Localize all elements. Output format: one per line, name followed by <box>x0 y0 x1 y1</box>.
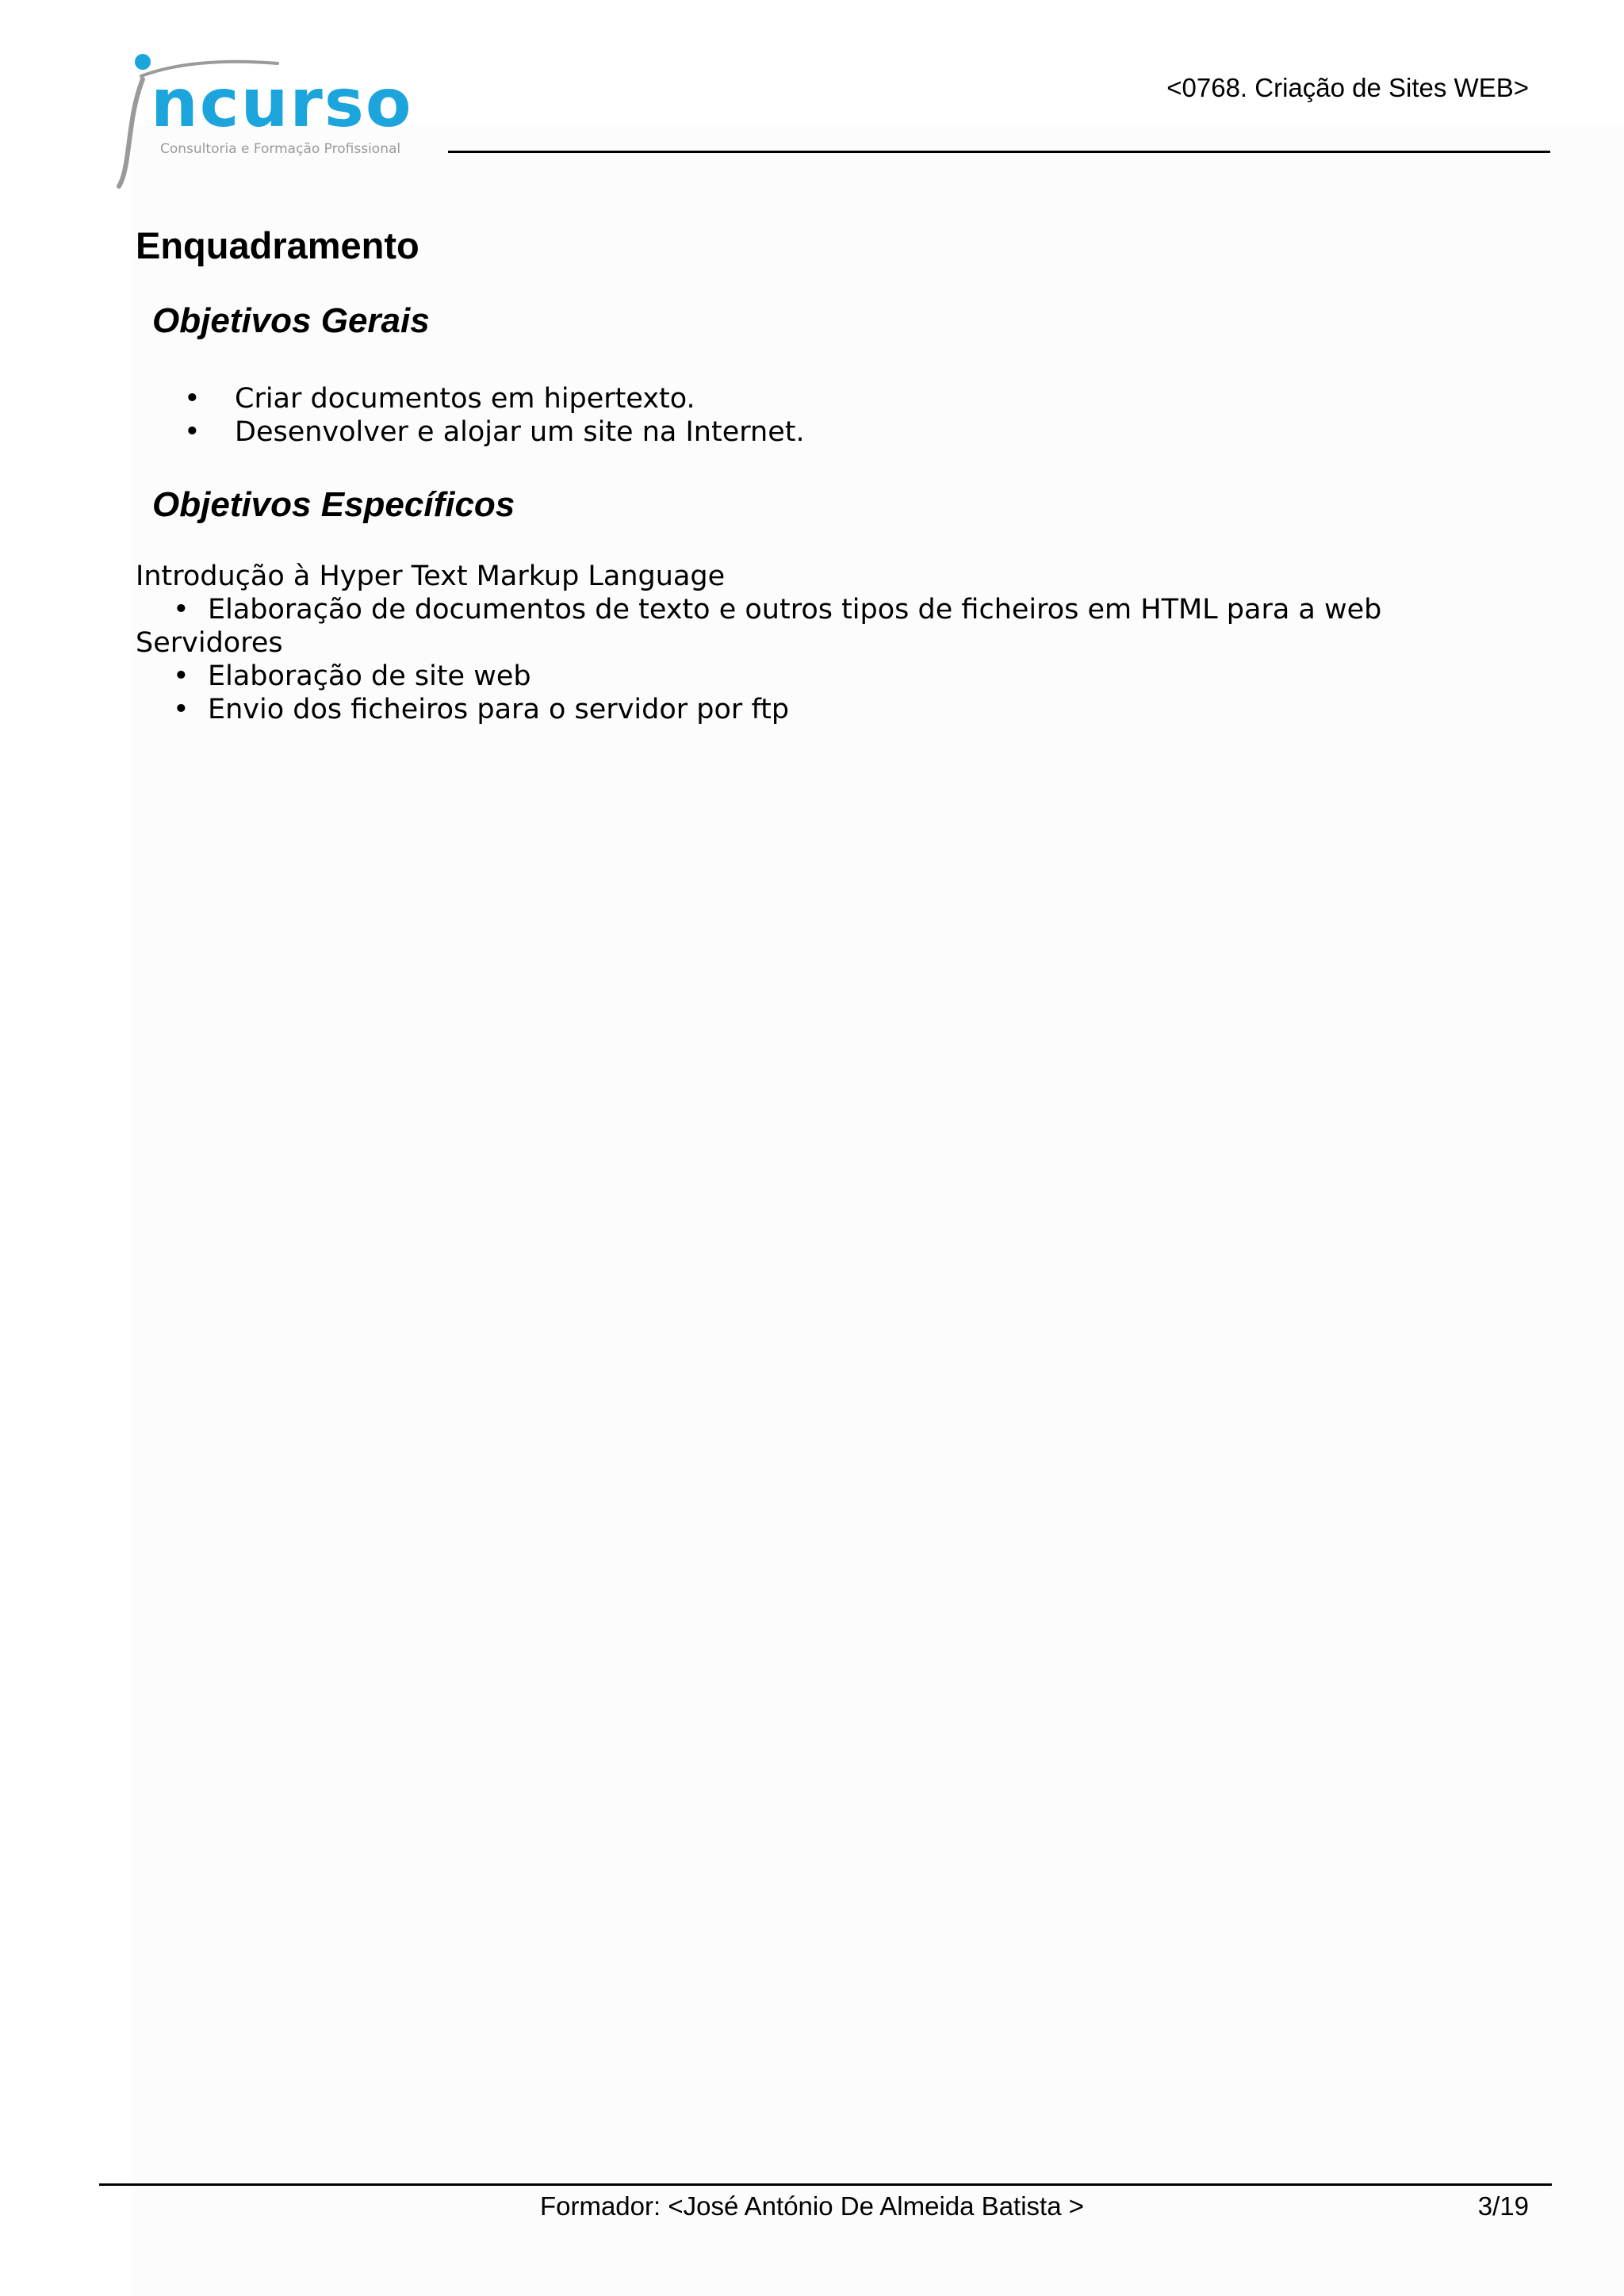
list-item: • Elaboração de site web <box>173 660 531 692</box>
bullet-icon: • <box>173 660 190 692</box>
company-logo <box>111 48 413 198</box>
specific-objectives-title: Objetivos Específicos <box>152 485 515 524</box>
bullet-icon: • <box>184 416 201 448</box>
page-number: 3/19 <box>1477 2191 1529 2221</box>
list-item: • Envio dos ficheiros para o servidor por ftp <box>173 694 790 725</box>
topic-items-list <box>173 660 789 726</box>
footer-divider <box>99 2183 1552 2186</box>
page-background <box>132 127 1624 2296</box>
list-item: • Criar documentos em hipertexto. <box>184 383 695 415</box>
bullet-icon: • <box>184 383 201 415</box>
general-objectives-list <box>184 382 805 449</box>
list-item: • Desenvolver e alojar um site na Internet. <box>184 416 805 448</box>
topic-items-list <box>173 593 1381 626</box>
footer-trainer: Formador: <José António De Almeida Batista > <box>539 2191 1085 2221</box>
bullet-icon: • <box>173 594 190 626</box>
topic-label: Servidores <box>136 627 283 659</box>
general-objectives-title: Objetivos Gerais <box>152 301 430 340</box>
header-divider <box>448 151 1550 153</box>
logo-wordmark: ncurso <box>151 64 413 142</box>
topic-label: Introdução à Hyper Text Markup Language <box>136 561 726 592</box>
logo-tagline: Consultoria e Formação Profissional <box>160 141 401 157</box>
bullet-icon: • <box>173 694 190 725</box>
list-item: • Elaboração de documentos de texto e outros tipos de ficheiros em HTML para a web <box>173 594 1382 626</box>
document-title: <0768. Criação de Sites WEB> <box>1166 73 1529 102</box>
section-heading: Enquadramento <box>136 224 419 266</box>
